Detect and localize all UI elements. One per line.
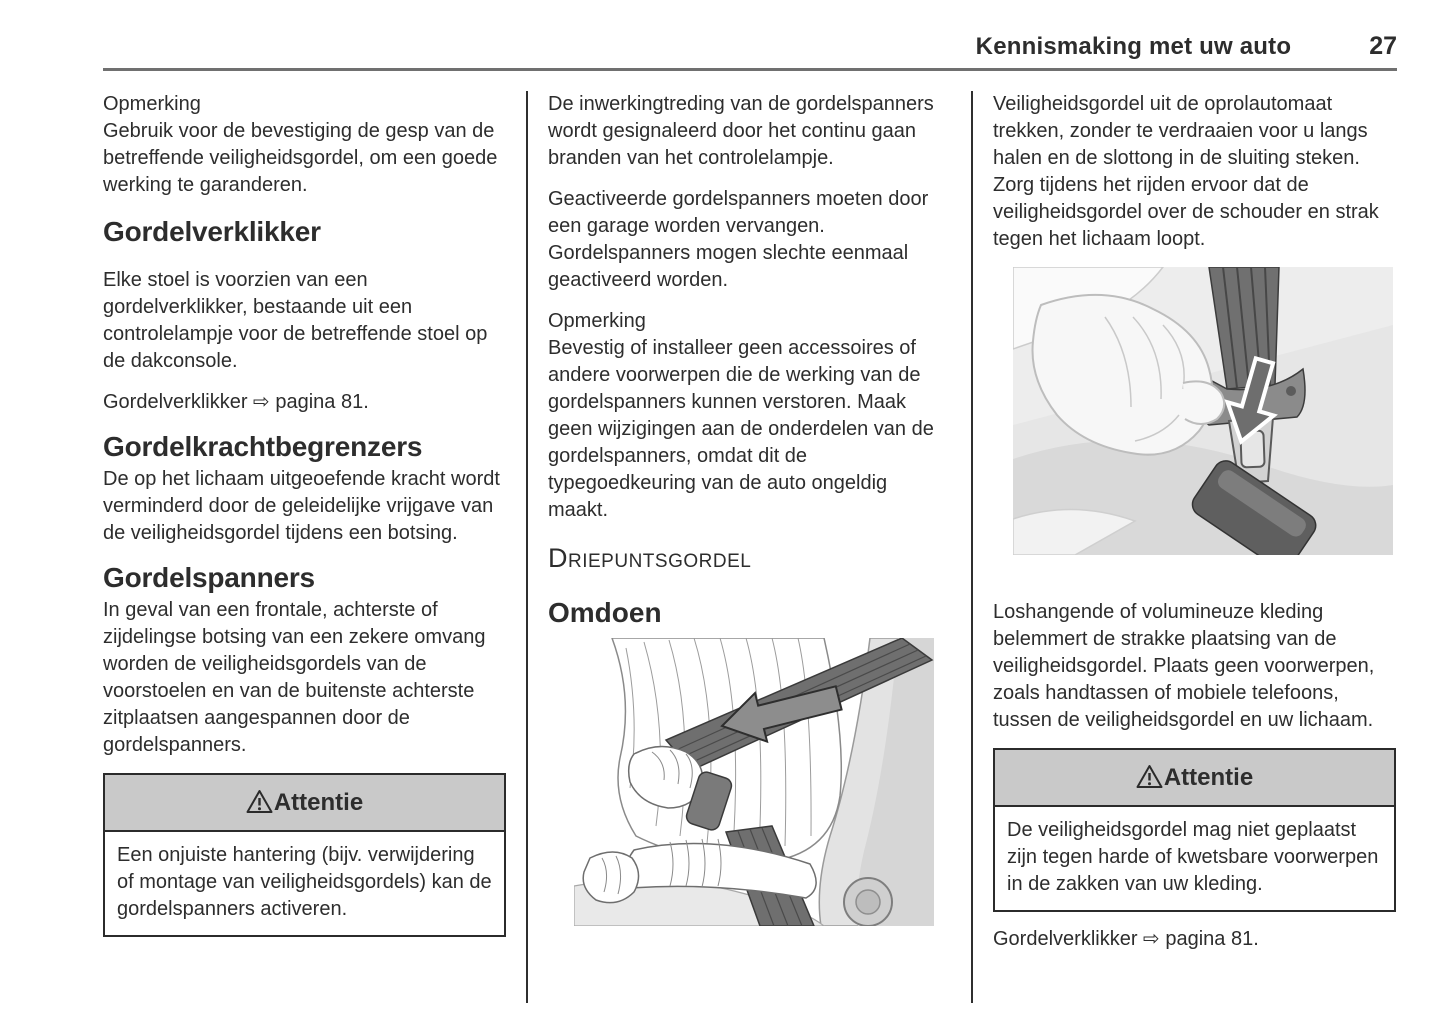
section-heading-gordelspanners: Gordelspanners (103, 562, 315, 593)
attention-body: Een onjuiste hantering (bijv. verwijdering of montage van veiligheidsgordels) kan de gordelspanners activeren. (117, 844, 492, 920)
crossref-gordelverklikker: Gordelverklikker ⇨ pagina 81. (103, 391, 369, 413)
column-2 (548, 91, 951, 1003)
note-label: Opmerking (548, 310, 646, 332)
seatbelt-fasten-illustration (574, 638, 934, 926)
attention-box (103, 773, 506, 937)
attention-box (993, 748, 1396, 912)
section-heading-gordelkrachtbegrenzers: Gordelkrachtbegrenzers (103, 431, 423, 462)
warning-triangle-icon (246, 789, 273, 819)
attention-title: Attentie (1163, 764, 1254, 791)
column-divider (526, 91, 528, 1003)
column-1 (103, 91, 506, 1003)
three-column-layout (103, 91, 1397, 1003)
page-title: Kennismaking met uw auto (975, 33, 1292, 60)
paragraph: De inwerkingtreding van de gordelspanners wordt gesignaleerd door het continu gaan branden van het controlelampje. (548, 93, 934, 169)
attention-header (995, 750, 1394, 807)
buckle-insert-illustration (1013, 267, 1393, 555)
note-text: Bevestig of installeer geen accessoires of andere voorwerpen die de werking van de gordelspanners kunnen verstoren. Maak geen wijzigingen aan de onderdelen van de gordelspanners, omdat dit de typegoedkeuring van de auto ongeldig maakt. (548, 337, 934, 521)
note-label: Opmerking (103, 93, 201, 115)
attention-body: De veiligheidsgordel mag niet geplaatst zijn tegen harde of kwetsbare voorwerpen in de zakken van uw kleding. (1007, 819, 1379, 895)
crossref-gordelverklikker: Gordelverklikker ⇨ pagina 81. (993, 928, 1259, 950)
sub-heading-omdoen: Omdoen (548, 597, 662, 628)
warning-triangle-icon (1136, 764, 1163, 794)
paragraph: Veiligheidsgordel uit de oprolautomaat trekken, zonder te verdraaien voor u langs halen en de slottong in de sluiting steken. Zorg tijdens het rijden ervoor dat de veiligheidsgordel over de schouder en strak tegen het lichaam loopt. (993, 93, 1379, 250)
column-divider (971, 91, 973, 1003)
paragraph: Geactiveerde gordelspanners moeten door een garage worden vervangen. Gordelspanners mogen slechte eenmaal geactiveerd worden. (548, 188, 929, 291)
column-3 (993, 91, 1396, 1003)
paragraph: De op het lichaam uitgeoefende kracht wordt verminderd door de geleidelijke vrijgave van de veiligheidsgordel tijdens een botsing. (103, 468, 500, 544)
section-heading-gordelverklikker: Gordelverklikker (103, 216, 321, 247)
note-text: Gebruik voor de bevestiging de gesp van de betreffende veiligheidsgordel, om een goede werking te garanderen. (103, 120, 498, 196)
note-block (548, 308, 951, 524)
section-heading-driepuntsgordel: Driepuntsgordel (548, 543, 752, 573)
paragraph: Loshangende of volumineuze kleding belemmert de strakke plaatsing van de veiligheidsgordel. Plaats geen voorwerpen, zoals handtassen of mobiele telefoons, tussen de veiligheidsgordel en uw lichaam. (993, 601, 1375, 731)
attention-title: Attentie (273, 789, 364, 816)
paragraph: Elke stoel is voorzien van een gordelverklikker, bestaande uit een controlelampje voor de betreffende stoel op de dakconsole. (103, 269, 488, 372)
page-header (103, 0, 1397, 71)
page-number: 27 (1369, 32, 1397, 60)
paragraph: In geval van een frontale, achterste of zijdelingse botsing van een zekere omvang worden de veiligheidsgordels van de voorstoelen en van de buitenste achterste zitplaatsen aangespannen door de gordelspanners. (103, 599, 486, 756)
note-block (103, 91, 506, 199)
attention-header (105, 775, 504, 832)
